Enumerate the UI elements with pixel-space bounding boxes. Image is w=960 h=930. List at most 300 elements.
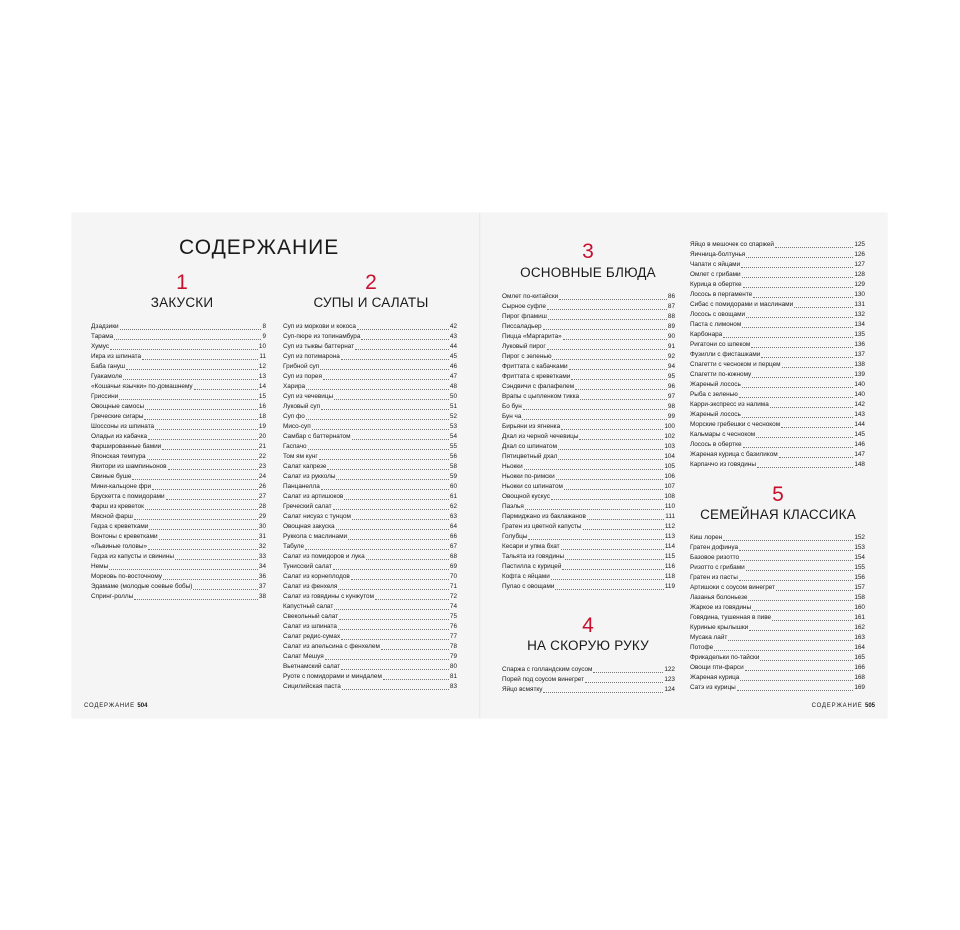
entry-title: Кесари и упма бхат <box>502 543 560 550</box>
toc-entry <box>690 310 865 320</box>
dot-leader <box>119 399 258 400</box>
toc-entry <box>283 582 457 592</box>
entry-page-number: 14 <box>258 383 266 390</box>
dot-leader <box>159 539 258 540</box>
toc-entry <box>502 562 675 572</box>
toc-entry <box>502 312 675 322</box>
dot-leader <box>746 570 854 571</box>
toc-entry <box>502 472 675 482</box>
entry-title: Кальмары с чесноком <box>690 431 756 438</box>
toc-entry <box>690 400 865 410</box>
dot-leader <box>194 389 258 390</box>
dot-leader <box>334 609 449 610</box>
footer-left <box>84 703 147 709</box>
entry-title: Фузилли с фисташками <box>690 351 761 358</box>
entry-title: Суп из тыквы баттернат <box>283 343 355 350</box>
entry-title: Пицца «Маргарита» <box>502 333 562 340</box>
entry-title: Жареная курица <box>690 674 740 681</box>
toc-entry <box>91 562 266 572</box>
toc-entry <box>690 673 865 683</box>
toc-entry <box>283 602 457 612</box>
entry-page-number: 58 <box>449 463 457 470</box>
entry-title: Том ям кунг <box>283 453 318 460</box>
toc-entry <box>690 633 865 643</box>
entry-title: Якитори из шампиньонов <box>91 463 167 470</box>
entry-page-number: 47 <box>449 373 457 380</box>
dot-leader <box>320 369 449 370</box>
entry-page-number: 139 <box>854 371 865 378</box>
dot-leader <box>341 639 449 640</box>
entry-page-number: 31 <box>258 533 266 540</box>
toc-entry <box>283 402 457 412</box>
entry-title: Икра из шпината <box>91 353 142 360</box>
entry-title: Вьетнамский салат <box>283 663 341 670</box>
entry-page-number: 76 <box>449 623 457 630</box>
chapter-1-title: ЗАКУСКИ <box>150 295 214 310</box>
entry-page-number: 12 <box>258 363 266 370</box>
entry-title: Чапати с яйцами <box>690 261 741 268</box>
entry-title: Суп из потимарона <box>283 353 340 360</box>
entry-page-number: 75 <box>449 613 457 620</box>
entry-page-number: 96 <box>667 383 675 390</box>
entry-title: Пятицветный дхал <box>502 453 558 460</box>
entry-page-number: 29 <box>258 513 266 520</box>
entry-title: Бирьяни из ягненка <box>502 423 561 430</box>
entry-page-number: 143 <box>854 411 865 418</box>
dot-leader <box>723 540 853 541</box>
toc-entry <box>690 250 865 260</box>
toc-entry <box>91 492 266 502</box>
toc-entry <box>690 360 865 370</box>
entry-page-number: 8 <box>262 323 266 330</box>
toc-entry <box>283 412 457 422</box>
entry-page-number: 22 <box>258 453 266 460</box>
toc-entry <box>502 462 675 472</box>
entry-title: Куриные крылышки <box>690 624 749 631</box>
entry-title: Гратен из пасты <box>690 574 738 581</box>
entry-title: Омлет по-китайски <box>502 293 559 300</box>
entry-title: Гедза с креветками <box>91 523 149 530</box>
chapter-3-title: ОСНОВНЫЕ БЛЮДА <box>520 265 656 280</box>
toc-entry <box>91 452 266 462</box>
entry-page-number: 115 <box>664 553 675 560</box>
entry-title: Овощной кускус <box>502 493 550 500</box>
entry-title: Руоте с помидорами и миндалем <box>283 673 382 680</box>
dot-leader <box>739 550 853 551</box>
dot-leader <box>114 339 261 340</box>
dot-leader <box>752 377 853 378</box>
chapter-4-title: НА СКОРУЮ РУКУ <box>527 638 649 653</box>
dot-leader <box>306 419 449 420</box>
toc-entry <box>283 532 457 542</box>
toc-entry <box>690 380 865 390</box>
dot-leader <box>742 327 853 328</box>
toc-entry <box>502 292 675 302</box>
dot-leader <box>323 379 449 380</box>
dot-leader <box>555 589 663 590</box>
dot-leader <box>558 449 663 450</box>
toc-entry <box>91 532 266 542</box>
entry-page-number: 74 <box>449 603 457 610</box>
toc-entry <box>283 392 457 402</box>
dot-leader <box>794 307 853 308</box>
dot-leader <box>775 247 853 248</box>
toc-entry <box>283 552 457 562</box>
toc-entry <box>502 362 675 372</box>
entry-page-number: 123 <box>664 676 675 683</box>
toc-entry <box>502 522 675 532</box>
entry-page-number: 10 <box>258 343 266 350</box>
dot-leader <box>319 459 449 460</box>
entry-page-number: 83 <box>449 683 457 690</box>
entry-title: Жареный лосось <box>690 411 741 418</box>
toc-entry <box>283 432 457 442</box>
dot-leader <box>552 359 666 360</box>
entry-title: Бун ча <box>502 413 522 420</box>
entry-title: Лосось с овощами <box>690 311 746 318</box>
entry-page-number: 147 <box>854 451 865 458</box>
entry-title: Спаржа с голландским соусом <box>502 666 593 673</box>
toc-entry <box>502 685 675 695</box>
toc-entry <box>690 543 865 553</box>
toc-entry <box>283 372 457 382</box>
entry-page-number: 128 <box>854 271 865 278</box>
dot-leader <box>776 590 853 591</box>
entry-title: Паста с лимоном <box>690 321 742 328</box>
dot-leader <box>312 429 449 430</box>
dot-leader <box>751 347 853 348</box>
dot-leader <box>381 649 449 650</box>
entry-title: Паэлья <box>502 503 524 510</box>
dot-leader <box>741 267 853 268</box>
entry-page-number: 11 <box>259 353 266 360</box>
entry-page-number: 142 <box>854 401 865 408</box>
entry-page-number: 138 <box>854 361 865 368</box>
entry-title: Тарама <box>91 333 114 340</box>
toc-entry <box>283 342 457 352</box>
dot-leader <box>551 499 663 500</box>
entry-page-number: 90 <box>667 333 675 340</box>
dot-leader <box>145 509 258 510</box>
toc-entry <box>690 663 865 673</box>
toc-entry <box>502 542 675 552</box>
toc-entry <box>91 462 266 472</box>
dot-leader <box>728 640 853 641</box>
entry-title: Шоссоны из шпината <box>91 423 155 430</box>
entry-page-number: 60 <box>449 483 457 490</box>
dot-leader <box>336 479 448 480</box>
entry-page-number: 79 <box>449 653 457 660</box>
toc-entry <box>91 372 266 382</box>
dot-leader <box>338 629 449 630</box>
dot-leader <box>148 439 258 440</box>
dot-leader <box>583 529 664 530</box>
entry-title: Пармиджано из баклажанов <box>502 513 586 520</box>
entry-title: Салат из апельсина с фенхелем <box>283 643 380 650</box>
dot-leader <box>543 329 667 330</box>
entry-page-number: 66 <box>449 533 457 540</box>
toc-entry <box>690 300 865 310</box>
entry-page-number: 104 <box>664 453 675 460</box>
entry-title: Гратен дофинуа <box>690 544 739 551</box>
entry-title: Гаспачо <box>283 443 307 450</box>
entry-page-number: 44 <box>449 343 457 350</box>
entry-page-number: 43 <box>449 333 457 340</box>
entry-page-number: 55 <box>449 443 457 450</box>
toc-entry <box>690 460 865 470</box>
entry-page-number: 94 <box>667 363 675 370</box>
dot-leader <box>782 367 854 368</box>
entry-page-number: 32 <box>258 543 266 550</box>
toc-entry <box>502 372 675 382</box>
dot-leader <box>375 599 449 600</box>
toc-entry <box>502 442 675 452</box>
entry-title: Греческий салат <box>283 503 332 510</box>
chapter-2-list <box>283 322 457 692</box>
chapter-5-number: 5 <box>772 483 784 506</box>
dot-leader <box>760 660 853 661</box>
dot-leader <box>123 379 258 380</box>
toc-entry <box>283 472 457 482</box>
toc-entry <box>690 240 865 250</box>
entry-title: Сэндвичи с фалафелем <box>502 383 575 390</box>
chapter-5-title: СЕМЕЙНАЯ КЛАССИКА <box>700 507 856 522</box>
entry-title: Суп фо <box>283 413 305 420</box>
dot-leader <box>522 419 666 420</box>
entry-page-number: 81 <box>449 673 457 680</box>
dot-leader <box>528 539 663 540</box>
toc-entry <box>502 392 675 402</box>
entry-title: Салат редис-сумах <box>283 633 341 640</box>
entry-page-number: 113 <box>664 533 675 540</box>
entry-title: Салат из корнеплодов <box>283 573 350 580</box>
entry-title: Овощные самосы <box>91 403 145 410</box>
entry-page-number: 136 <box>854 341 865 348</box>
entry-title: Самбар с баттернатом <box>283 433 351 440</box>
entry-title: Фарш из креветок <box>91 503 144 510</box>
entry-page-number: 33 <box>258 553 266 560</box>
entry-title: Базовое ризотто <box>690 554 740 561</box>
entry-title: Пирог с зеленью <box>502 353 552 360</box>
toc-entry <box>91 512 266 522</box>
dot-leader <box>565 559 664 560</box>
entry-title: Голубцы <box>502 533 528 540</box>
entry-title: Омлет с грибами <box>690 271 741 278</box>
dot-leader <box>761 357 853 358</box>
toc-entry <box>91 342 266 352</box>
toc-entry <box>502 665 675 675</box>
entry-page-number: 103 <box>664 443 675 450</box>
dot-leader <box>149 529 258 530</box>
dot-leader <box>333 509 449 510</box>
toc-entry <box>283 352 457 362</box>
toc-entry <box>690 430 865 440</box>
entry-title: Дхал со шпинатом <box>502 443 558 450</box>
entry-page-number: 111 <box>665 513 675 520</box>
entry-page-number: 140 <box>854 391 865 398</box>
toc-entry <box>690 623 865 633</box>
entry-page-number: 118 <box>664 573 675 580</box>
entry-title: Гедза из капусты и свинины <box>91 553 175 560</box>
entry-page-number: 107 <box>664 483 675 490</box>
entry-title: Жареный лосось <box>690 381 741 388</box>
entry-page-number: 18 <box>258 413 266 420</box>
toc-entry <box>283 542 457 552</box>
toc-entry <box>690 260 865 270</box>
entry-title: Ньокки <box>502 463 523 470</box>
entry-page-number: 20 <box>258 433 266 440</box>
entry-page-number: 146 <box>854 441 865 448</box>
toc-entry <box>502 412 675 422</box>
entry-page-number: 80 <box>449 663 457 670</box>
dot-leader <box>714 650 853 651</box>
entry-title: Гриссини <box>91 393 119 400</box>
dot-leader <box>772 620 853 621</box>
dot-leader <box>163 579 258 580</box>
toc-entry <box>502 512 675 522</box>
entry-title: Яйцо всмятку <box>502 686 543 693</box>
entry-title: Рыба с зеленью <box>690 391 738 398</box>
entry-page-number: 135 <box>854 331 865 338</box>
dot-leader <box>737 690 854 691</box>
entry-page-number: 67 <box>449 543 457 550</box>
entry-page-number: 9 <box>262 333 266 340</box>
footer-right-page: 505 <box>864 703 875 709</box>
toc-entry <box>690 603 865 613</box>
toc-entry <box>690 450 865 460</box>
entry-title: Салат капрезе <box>283 463 327 470</box>
dot-leader <box>321 409 449 410</box>
entry-title: Руккола с маслинами <box>283 533 348 540</box>
entry-title: Сырное суфле <box>502 303 546 310</box>
entry-page-number: 99 <box>667 413 675 420</box>
toc-entry <box>283 632 457 642</box>
toc-entry <box>690 320 865 330</box>
entry-title: Салат Мешуя <box>283 653 324 660</box>
dot-leader <box>338 589 449 590</box>
toc-entry <box>283 682 457 692</box>
dot-leader <box>145 409 258 410</box>
entry-page-number: 37 <box>258 583 266 590</box>
dot-leader <box>587 519 664 520</box>
entry-page-number: 165 <box>854 654 865 661</box>
entry-title: Фаршированные бамии <box>91 443 162 450</box>
entry-title: Сицилийская паста <box>283 683 341 690</box>
footer-left-label: СОДЕРЖАНИЕ <box>84 703 135 709</box>
entry-page-number: 134 <box>854 321 865 328</box>
entry-page-number: 166 <box>854 664 865 671</box>
dot-leader <box>348 539 449 540</box>
entry-page-number: 112 <box>664 523 675 530</box>
toc-entry <box>283 642 457 652</box>
toc-entry <box>502 382 675 392</box>
entry-title: Сатэ из курицы <box>690 684 736 691</box>
entry-page-number: 38 <box>258 593 266 600</box>
entry-page-number: 70 <box>449 573 457 580</box>
entry-title: Ризотто с грибами <box>690 564 745 571</box>
dot-leader <box>339 619 449 620</box>
toc-entry <box>690 280 865 290</box>
entry-page-number: 92 <box>667 353 675 360</box>
entry-page-number: 89 <box>667 323 675 330</box>
chapter-4-number: 4 <box>582 614 594 637</box>
entry-title: Морские гребешки с чесноком <box>690 421 781 428</box>
dot-leader <box>361 339 448 340</box>
chapter-5-list <box>690 533 865 693</box>
dot-leader <box>352 519 449 520</box>
entry-title: Брускетта с помидорами <box>91 493 165 500</box>
entry-page-number: 36 <box>258 573 266 580</box>
toc-entry <box>283 562 457 572</box>
dot-leader <box>147 459 258 460</box>
toc-entry <box>690 420 865 430</box>
dot-leader <box>357 329 449 330</box>
entry-page-number: 26 <box>258 483 266 490</box>
toc-entry <box>91 592 266 602</box>
toc-entry <box>283 382 457 392</box>
toc-entry <box>690 643 865 653</box>
dot-leader <box>561 549 664 550</box>
entry-title: Грибной суп <box>283 363 320 370</box>
entry-title: Салат из фенхеля <box>283 583 338 590</box>
entry-page-number: 98 <box>667 403 675 410</box>
dot-leader <box>551 579 664 580</box>
entry-page-number: 144 <box>854 421 865 428</box>
dot-leader <box>745 670 854 671</box>
entry-page-number: 86 <box>667 293 675 300</box>
dot-leader <box>569 369 667 370</box>
toc-entry <box>283 512 457 522</box>
entry-page-number: 132 <box>854 311 865 318</box>
entry-title: Немы <box>91 563 109 570</box>
entry-page-number: 16 <box>258 403 266 410</box>
entry-title: Карпаччо из говядины <box>690 461 756 468</box>
entry-page-number: 161 <box>854 614 865 621</box>
entry-title: Салат из помидоров и лука <box>283 553 365 560</box>
entry-page-number: 126 <box>854 251 865 258</box>
dot-leader <box>383 679 449 680</box>
toc-entry <box>690 613 865 623</box>
toc-entry <box>690 390 865 400</box>
entry-page-number: 30 <box>258 523 266 530</box>
toc-entry <box>690 593 865 603</box>
entry-title: Говядина, тушенная в пиве <box>690 614 772 621</box>
dot-leader <box>525 509 664 510</box>
toc-entry <box>91 472 266 482</box>
toc-entry <box>91 582 266 592</box>
dot-leader <box>321 489 449 490</box>
toc-entry <box>502 352 675 362</box>
entry-title: Баба гануш <box>91 363 126 370</box>
entry-title: Ригатони со шпеком <box>690 341 751 348</box>
toc-entry <box>283 652 457 662</box>
toc-title: СОДЕРЖАНИЕ <box>179 236 340 259</box>
entry-page-number: 42 <box>449 323 457 330</box>
toc-entry <box>690 683 865 693</box>
toc-entry <box>91 502 266 512</box>
entry-page-number: 23 <box>258 463 266 470</box>
toc-entry <box>690 330 865 340</box>
entry-page-number: 154 <box>854 554 865 561</box>
dot-leader <box>109 569 258 570</box>
entry-page-number: 153 <box>854 544 865 551</box>
dot-leader <box>325 659 449 660</box>
dot-leader <box>366 559 449 560</box>
entry-page-number: 28 <box>258 503 266 510</box>
entry-page-number: 50 <box>449 393 457 400</box>
entry-page-number: 110 <box>664 503 675 510</box>
entry-page-number: 61 <box>449 493 457 500</box>
